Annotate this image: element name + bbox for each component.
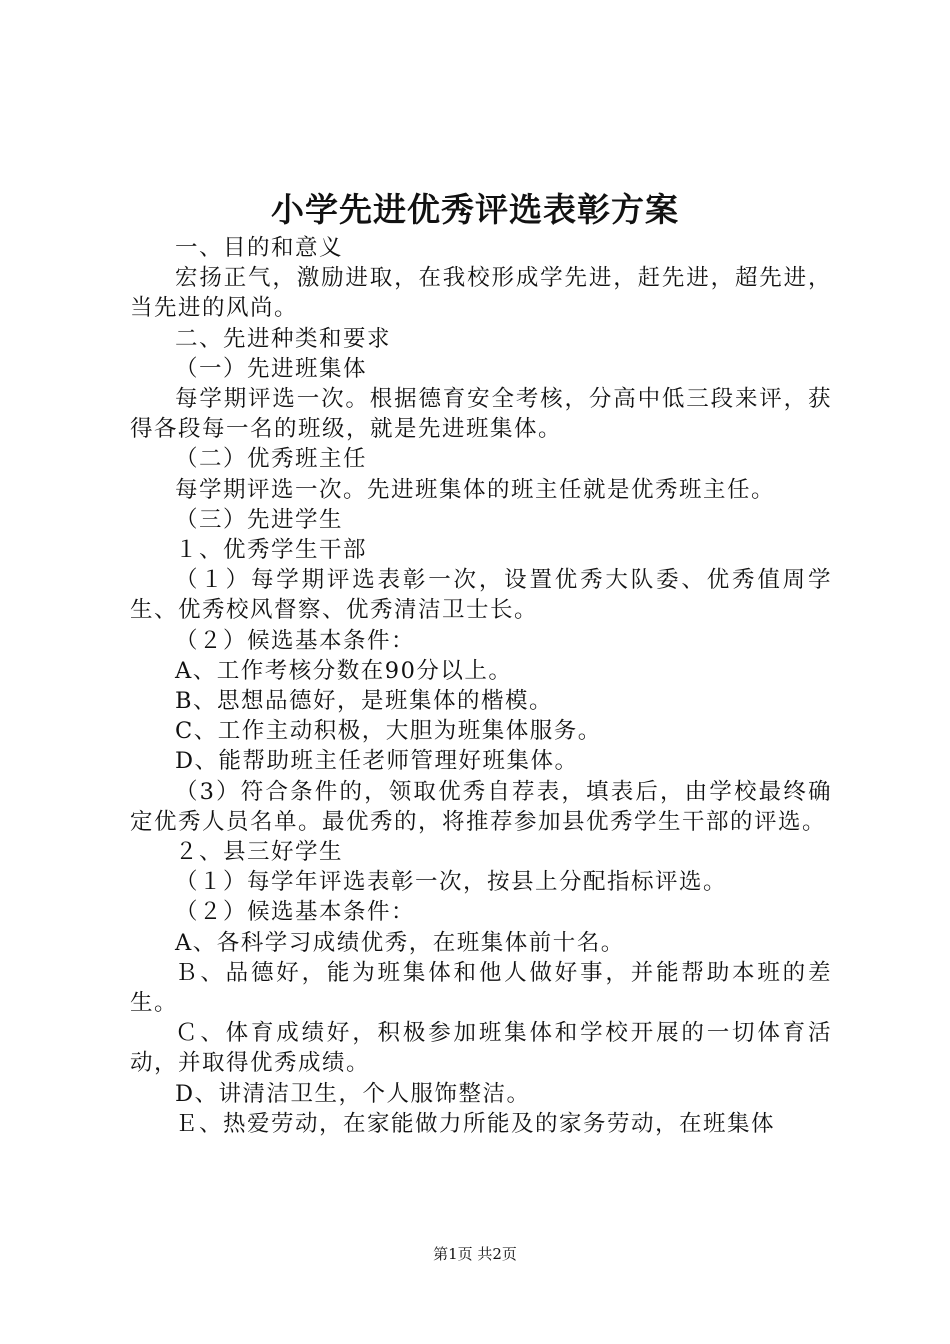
document-title: 小学先进优秀评选表彰方案 — [271, 190, 679, 229]
paragraph: 每学期评选一次。先进班集体的班主任就是优秀班主任。 — [175, 476, 776, 503]
paragraph: 宏扬正气，激励进取，在我校形成学先进，赶先进，超先进，当先进的风尚。 — [130, 265, 832, 322]
paragraph: （１）每学年评选表彰一次，按县上分配指标评选。 — [175, 869, 728, 896]
paragraph: A、各科学习成绩优秀，在班集体前十名。 — [175, 929, 625, 956]
paragraph: （一）先进班集体 — [175, 355, 368, 382]
paragraph: （二）优秀班主任 — [175, 446, 368, 473]
paragraph: Ｅ、热爱劳动，在家能做力所能及的家务劳动，在班集体 — [175, 1110, 776, 1137]
paragraph: 一、目的和意义 — [175, 235, 344, 261]
paragraph: （２）候选基本条件： — [175, 627, 416, 654]
paragraph: D、能帮助班主任老师管理好班集体。 — [175, 748, 579, 775]
paragraph: （3）符合条件的，领取优秀自荐表，填表后，由学校最终确定优秀人员名单。最优秀的，将推荐参加县优秀学生干部的评选。 — [130, 778, 832, 835]
document-body — [130, 233, 832, 1139]
paragraph: A、工作考核分数在90分以上。 — [175, 657, 513, 684]
page-footer: 第1页 共2页 — [433, 1245, 517, 1263]
paragraph: （三）先进学生 — [175, 506, 344, 533]
paragraph: １、优秀学生干部 — [175, 537, 368, 564]
paragraph: （２）候选基本条件： — [175, 899, 416, 926]
paragraph: ２、县三好学生 — [175, 839, 344, 866]
paragraph: D、讲清洁卫生，个人服饰整洁。 — [175, 1080, 531, 1107]
paragraph: 每学期评选一次。根据德育安全考核，分高中低三段来评，获得各段每一名的班级，就是先进班集体。 — [130, 386, 832, 443]
paragraph: Ｃ、体育成绩好，积极参加班集体和学校开展的一切体育活动，并取得优秀成绩。 — [130, 1020, 832, 1077]
paragraph: （１）每学期评选表彰一次，设置优秀大队委、优秀值周学生、优秀校风督察、优秀清洁卫士长。 — [130, 567, 832, 624]
paragraph: Ｂ、品德好，能为班集体和他人做好事，并能帮助本班的差生。 — [130, 959, 832, 1017]
paragraph: C、工作主动积极，大胆为班集体服务。 — [175, 718, 602, 745]
paragraph: B、思想品德好，是班集体的楷模。 — [175, 688, 554, 715]
paragraph: 二、先进种类和要求 — [175, 325, 392, 352]
